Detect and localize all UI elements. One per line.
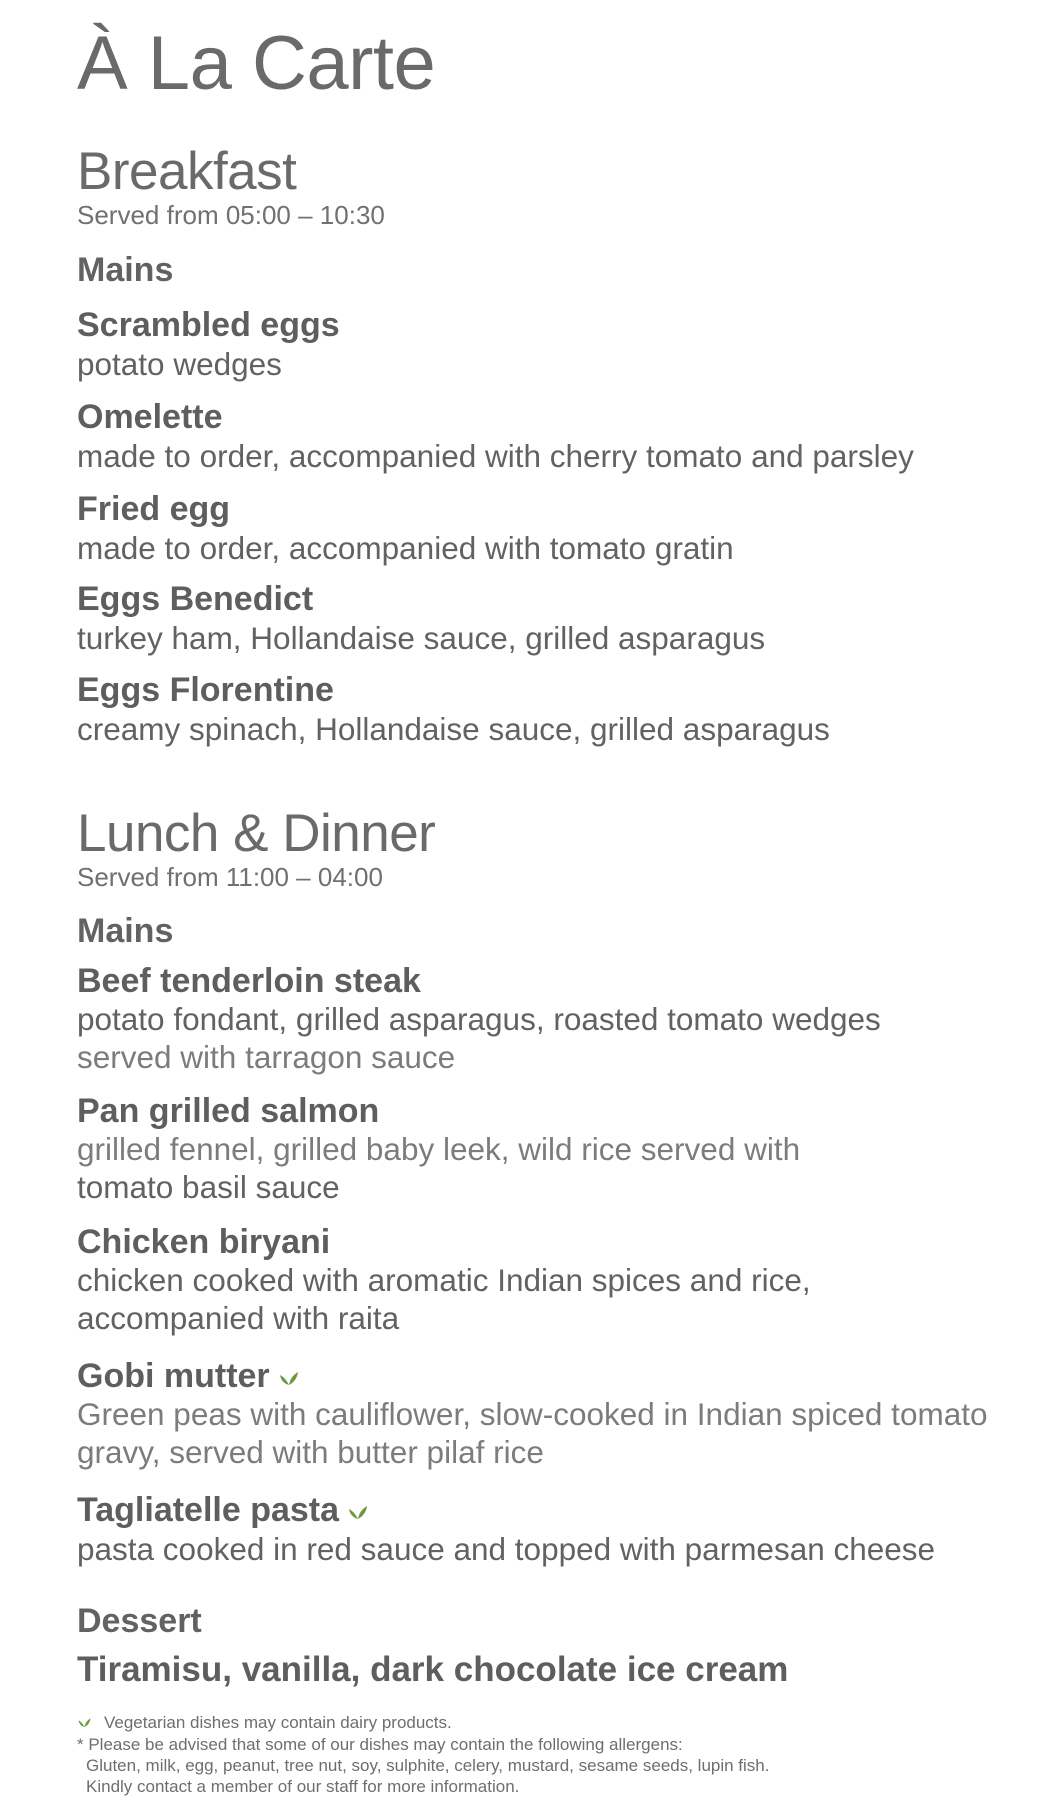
menu-item-description: creamy spinach, Hollandaise sauce, grilled asparagus [77, 711, 830, 747]
menu-item-description: potato wedges [77, 346, 282, 382]
menu-item-description: accompanied with raita [77, 1300, 400, 1336]
lunch-mains-heading: Mains [77, 912, 174, 950]
vegetarian-leaf-icon [77, 1714, 92, 1734]
breakfast-heading: Breakfast [77, 142, 297, 201]
menu-item-name: Tagliatelle pasta [77, 1491, 340, 1529]
menu-item-row [77, 1357, 300, 1398]
allergen-list: Gluten, milk, egg, peanut, tree nut, soy, sulphite, celery, mustard, sesame seeds, lupin fish. [86, 1756, 770, 1775]
menu-item-description: made to order, accompanied with cherry tomato and parsley [77, 438, 914, 474]
menu-item-name: Beef tenderloin steak [77, 962, 421, 1000]
menu-item-name: Eggs Florentine [77, 671, 334, 709]
menu-item-row [77, 1491, 369, 1532]
allergen-note-line: * Please be advised that some of our dishes may contain the following allergens: [77, 1735, 683, 1754]
dessert-item: Tiramisu, vanilla, dark chocolate ice cream [77, 1650, 789, 1689]
menu-item-description: turkey ham, Hollandaise sauce, grilled asparagus [77, 620, 766, 656]
menu-item-name: Pan grilled salmon [77, 1092, 380, 1130]
menu-item-name: Scrambled eggs [77, 306, 340, 344]
menu-item-description: grilled fennel, grilled baby leek, wild rice served with [77, 1131, 801, 1167]
dessert-heading: Dessert [77, 1602, 202, 1640]
vegetarian-leaf-icon [347, 1492, 369, 1531]
staff-contact-note: Kindly contact a member of our staff for more information. [86, 1777, 520, 1796]
menu-item-name: Omelette [77, 398, 223, 436]
menu-item-name: Chicken biryani [77, 1223, 331, 1261]
breakfast-mains-heading: Mains [77, 251, 174, 289]
menu-item-name: Fried egg [77, 490, 231, 528]
menu-item-name: Gobi mutter [77, 1357, 270, 1395]
menu-item-description: tomato basil sauce [77, 1169, 340, 1205]
menu-item-description: made to order, accompanied with tomato gratin [77, 530, 734, 566]
lunch-dinner-heading: Lunch & Dinner [77, 804, 436, 863]
menu-item-name: Eggs Benedict [77, 580, 314, 618]
menu-item-description: served with tarragon sauce [77, 1039, 456, 1075]
menu-item-description: Green peas with cauliflower, slow-cooked in Indian spiced tomato [77, 1396, 988, 1432]
menu-item-description: pasta cooked in red sauce and topped with parmesan cheese [77, 1531, 936, 1567]
vegetarian-note: Vegetarian dishes may contain dairy products. [104, 1713, 452, 1732]
vegetarian-footnote [77, 1713, 452, 1733]
menu-item-description: chicken cooked with aromatic Indian spices and rice, [77, 1262, 811, 1298]
menu-item-description: potato fondant, grilled asparagus, roasted tomato wedges [77, 1001, 881, 1037]
page-title: À La Carte [77, 21, 436, 106]
menu-item-description: gravy, served with butter pilaf rice [77, 1434, 544, 1470]
breakfast-served-hours: Served from 05:00 – 10:30 [77, 200, 385, 230]
lunch-served-hours: Served from 11:00 – 04:00 [77, 862, 383, 892]
vegetarian-leaf-icon [278, 1358, 300, 1397]
